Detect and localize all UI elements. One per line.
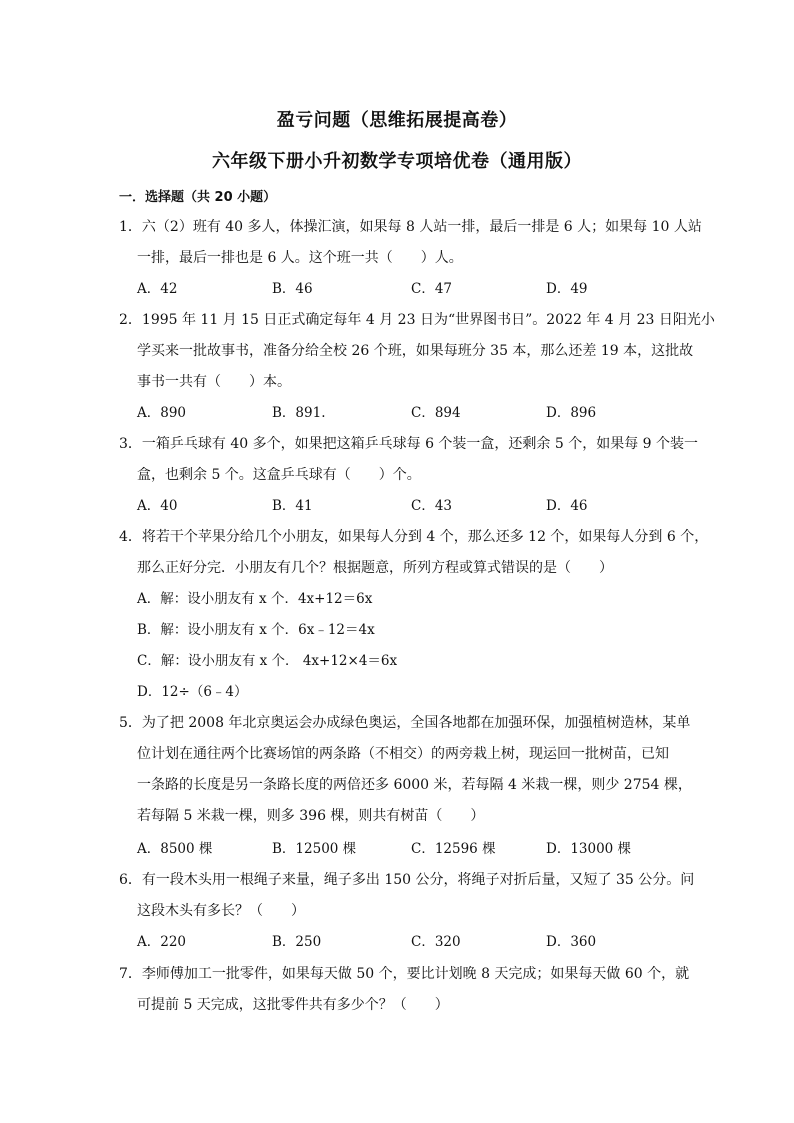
question-3-option-a: A．40 [137,498,178,514]
question-6-line-1: 6．有一段木头用一根绳子来量，绳子多出 150 公分，将绳子对折后量，又短了 35 公分。问 [119,872,695,888]
question-5-option-d: D．13000 棵 [546,841,632,857]
question-3-option-b: B．41 [272,498,313,514]
question-3-option-c: C．43 [411,498,453,514]
question-2-line-2: 学买来一批故事书，准备分给全校 26 个班，如果每班分 35 本，那么还差 19 本，这批故 [137,343,694,359]
question-4-option-d: D．12÷（6﹣4） [137,684,248,700]
question-1-option-b: B．46 [272,281,313,297]
question-1-line-2: 一排，最后一排也是 6 人。这个班一共（ ）人。 [137,250,463,266]
page-title: 盈亏问题（思维拓展提高卷） [276,110,518,131]
question-7-line-2: 可提前 5 天完成，这批零件共有多少个？（ ） [137,997,449,1013]
question-5-line-1: 5．为了把 2008 年北京奥运会办成绿色奥运，全国各地都在加强环保，加强植树造林，某单 [119,715,691,731]
question-6-option-c: C．320 [411,934,461,950]
question-4-option-b: B．解：设小朋友有 x 个．6x﹣12＝4x [137,622,375,638]
question-4-line-2: 那么正好分完．小朋友有几个？根据题意，所列方程或算式错误的是（ ） [137,560,613,576]
question-2-option-d: D．896 [546,405,597,421]
section-heading: 一．选择题（共 20 小题） [119,190,277,205]
question-5-line-3: 一条路的长度是另一条路长度的两倍还多 6000 米，若每隔 4 米栽一棵，则少 2754 棵， [137,777,692,793]
question-6-option-d: D．360 [546,934,597,950]
question-6-option-b: B．250 [272,934,322,950]
question-2-option-c: C．894 [411,405,461,421]
question-2-option-b: B．891. [272,405,326,421]
question-5-line-4: 若每隔 5 米栽一棵，则多 396 棵，则共有树苗（ ） [137,808,485,824]
question-5-option-c: C．12596 棵 [411,841,496,857]
question-2-line-3: 事书一共有（ ）本。 [137,374,291,390]
question-5-option-a: A．8500 棵 [137,841,213,857]
question-3-line-1: 3．一箱乒乓球有 40 多个，如果把这箱乒乓球每 6 个装一盒，还剩余 5 个，如果每 9 个装一 [119,436,699,452]
question-6-line-2: 这段木头有多长？（ ） [137,903,305,919]
page-subtitle: 六年级下册小升初数学专项培优卷（通用版） [212,151,582,172]
question-5-option-b: B．12500 棵 [272,841,357,857]
question-2-option-a: A．890 [137,405,187,421]
question-7-line-1: 7．李师傅加工一批零件，如果每天做 50 个，要比计划晚 8 天完成；如果每天做 60 个，就 [119,966,690,982]
question-6-option-a: A．220 [137,934,187,950]
question-1-line-1: 1．六（2）班有 40 多人，体操汇演，如果每 8 人站一排，最后一排是 6 人；如果每 10 人站 [119,219,702,235]
question-1-option-a: A．42 [137,281,178,297]
question-3-option-d: D．46 [546,498,588,514]
question-1-option-d: D．49 [546,281,588,297]
question-5-line-2: 位计划在通往两个比赛场馆的两条路（不相交）的两旁栽上树，现运回一批树苗，已知 [137,746,669,762]
question-1-option-c: C．47 [411,281,453,297]
question-2-line-1: 2．1995 年 11 月 15 日正式确定每年 4 月 23 日为“世界图书日”。2022 年 4 月 23 日阳光小 [119,312,715,328]
question-4-line-1: 4．将若干个苹果分给几个小朋友，如果每人分到 4 个，那么还多 12 个，如果每人分到 6 个， [119,529,709,545]
question-4-option-c: C．解：设小朋友有 x 个． 4x+12×4＝6x [137,653,398,669]
question-4-option-a: A．解：设小朋友有 x 个．4x+12＝6x [137,591,373,607]
question-3-line-2: 盒，也剩余 5 个。这盒乒乓球有（ ）个。 [137,467,421,483]
